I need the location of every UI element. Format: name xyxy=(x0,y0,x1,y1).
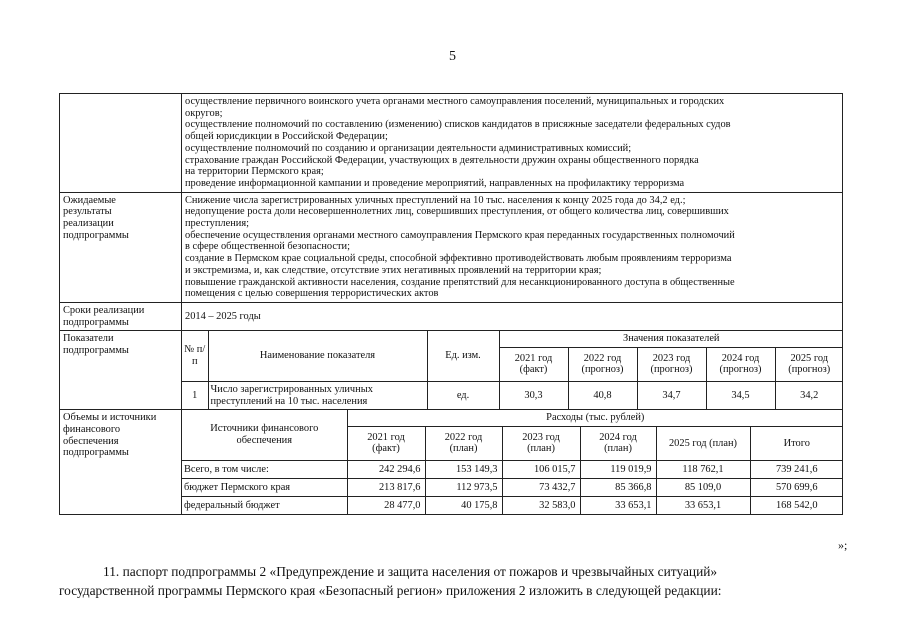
amount: 119 019,9 xyxy=(580,460,656,478)
indicators-row xyxy=(60,331,843,410)
result-line: создание в Пермском крае социальной среды, способной эффективно противодействовать любым проявлениям терроризма xyxy=(185,253,732,265)
table-row xyxy=(182,460,843,478)
result-line: преступления; xyxy=(185,218,249,230)
closing-quote: »; xyxy=(838,538,848,552)
indicator-value: 40,8 xyxy=(568,381,637,409)
amount: 85 109,0 xyxy=(656,478,750,496)
activity-line: на территории Пермского края; xyxy=(185,166,324,178)
indicators-label: Показатели подпрограммы xyxy=(60,331,182,410)
activity-line: общей юрисдикции в Российской Федерации; xyxy=(185,131,388,143)
indicator-value: 34,5 xyxy=(706,381,775,409)
col-unit-header: Ед. изм. xyxy=(427,331,499,381)
financing-table xyxy=(182,410,843,514)
indicator-name: Число зарегистрированных уличных преступлений на 10 тыс. населения xyxy=(208,381,427,409)
year-header: 2024 год (прогноз) xyxy=(706,347,775,381)
indicator-unit: ед. xyxy=(427,381,499,409)
year-header: 2021 год (факт) xyxy=(499,347,568,381)
result-line: повышение гражданской активности населения, создание препятствий для несанкционированного доступа в общественные xyxy=(185,276,735,288)
activity-line: страхование граждан Российской Федерации, участвующих в деятельности дружин охраны общественного порядка xyxy=(185,154,699,166)
amount: 112 973,5 xyxy=(425,478,502,496)
results-body xyxy=(182,192,843,302)
amount: 32 583,0 xyxy=(502,496,580,514)
page-number: 5 xyxy=(449,49,456,64)
source-name: федеральный бюджет xyxy=(182,496,347,514)
amount: 33 653,1 xyxy=(580,496,656,514)
financing-row xyxy=(60,410,843,515)
result-line: помещения с целью совершения террористических актов xyxy=(185,288,439,300)
activity-line: осуществление первичного воинского учета органами местного самоуправления поселений, муниципальных и городских xyxy=(185,96,725,107)
table-row xyxy=(182,478,843,496)
amount: 153 149,3 xyxy=(425,460,502,478)
year-header: 2021 год (факт) xyxy=(347,426,425,460)
table-row xyxy=(182,381,843,409)
amount: 28 477,0 xyxy=(347,496,425,514)
amount: 168 542,0 xyxy=(750,496,843,514)
activity-line: проведение информационной кампании и проведение мероприятий, направленных на профилактику терроризма xyxy=(185,177,685,189)
financing-label: Объемы и источники финансового обеспечения подпрограммы xyxy=(60,410,182,515)
terms-value: 2014 – 2025 годы xyxy=(182,302,843,330)
financing-cell xyxy=(182,410,843,515)
paragraph-line-2: государственной программы Пермского края «Безопасный регион» приложения 2 изложить в следующей редакции: xyxy=(59,583,722,598)
activity-line: осуществление полномочий по созданию и организации деятельности административных комиссий; xyxy=(185,142,632,154)
year-header: 2025 год (прогноз) xyxy=(775,347,843,381)
year-header: 2025 год (план) xyxy=(656,426,750,460)
result-line: обеспечение осуществления органами местного самоуправления Пермского края переданных государственных полномочий xyxy=(185,229,735,241)
amount: 739 241,6 xyxy=(750,460,843,478)
results-label: Ожидаемые результаты реализации подпрограммы xyxy=(60,192,182,302)
col-name-header: Наименование показателя xyxy=(208,331,427,381)
col-num-header: № п/п xyxy=(182,331,208,381)
result-line: Снижение числа зарегистрированных уличных преступлений на 10 тыс. населения к концу 2025 года до 34,2 ед.; xyxy=(185,194,686,206)
total-header: Итого xyxy=(750,426,843,460)
result-line: недопущение роста доли несовершеннолетних лиц, совершивших преступления, от общего количества лиц, совершивших xyxy=(185,206,729,218)
amount: 118 762,1 xyxy=(656,460,750,478)
source-name: Всего, в том числе: xyxy=(182,460,347,478)
result-line: и экстремизма, и, как следствие, отсутствие этих негативных проявлений на территории края; xyxy=(185,264,602,276)
indicator-num: 1 xyxy=(182,381,208,409)
amount: 570 699,6 xyxy=(750,478,843,496)
activity-line: осуществление полномочий по составлению (изменению) списков кандидатов в присяжные заседатели федеральных судов xyxy=(185,119,731,131)
indicators-table xyxy=(182,331,843,409)
activities-label-cell xyxy=(60,94,182,193)
result-line: в сфере общественной безопасности; xyxy=(185,241,350,253)
amount: 106 015,7 xyxy=(502,460,580,478)
year-header: 2023 год (прогноз) xyxy=(637,347,706,381)
amount: 40 175,8 xyxy=(425,496,502,514)
results-row xyxy=(60,192,843,302)
indicator-value: 34,7 xyxy=(637,381,706,409)
paragraph-line-1: 11. паспорт подпрограммы 2 «Предупреждение и защита населения от пожаров и чрезвычайных ситуаций» xyxy=(103,564,718,579)
indicator-value: 30,3 xyxy=(499,381,568,409)
activities-body xyxy=(182,94,843,193)
activities-row xyxy=(60,94,843,193)
amount: 33 653,1 xyxy=(656,496,750,514)
year-header: 2022 год (план) xyxy=(425,426,502,460)
terms-label: Сроки реализации подпрограммы xyxy=(60,302,182,330)
terms-row xyxy=(60,302,843,330)
year-header: 2023 год (план) xyxy=(502,426,580,460)
amount: 213 817,6 xyxy=(347,478,425,496)
amount: 73 432,7 xyxy=(502,478,580,496)
source-name: бюджет Пермского края xyxy=(182,478,347,496)
table-row xyxy=(182,496,843,514)
amount: 242 294,6 xyxy=(347,460,425,478)
expenses-header: Расходы (тыс. рублей) xyxy=(347,410,843,426)
indicators-cell xyxy=(182,331,843,410)
year-header: 2024 год (план) xyxy=(580,426,656,460)
values-header: Значения показателей xyxy=(499,331,843,347)
sources-header: Источники финансового обеспечения xyxy=(182,410,347,460)
amount: 85 366,8 xyxy=(580,478,656,496)
passport-table xyxy=(59,93,843,515)
activity-line: округов; xyxy=(185,107,223,119)
year-header: 2022 год (прогноз) xyxy=(568,347,637,381)
indicator-value: 34,2 xyxy=(775,381,843,409)
